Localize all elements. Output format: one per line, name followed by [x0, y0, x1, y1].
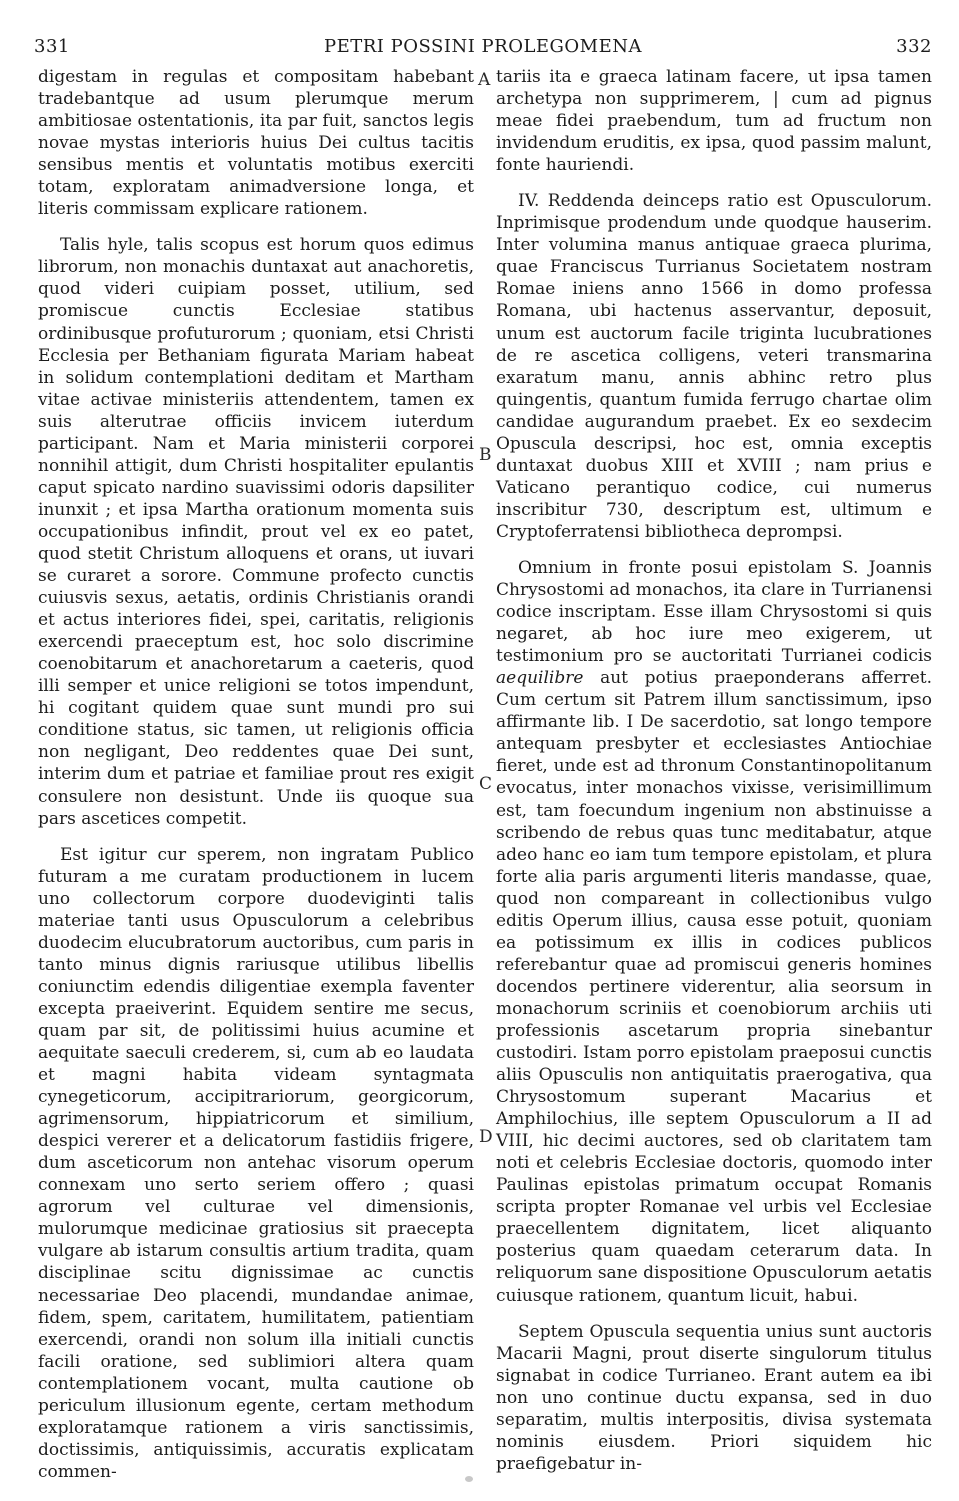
running-title: PETRI POSSINI PROLEGOMENA [323, 36, 643, 57]
right-paragraph-2: IV. Reddenda deinceps ratio est Opusculorum. Inprimisque prodendum unde quodque hauserim. Inter volumina manus antiquae graeca plurima, quae Franciscus Turrianus Societatem nostram Romae iniens anno 1566 in domo professa Romana, ubi hactenus asservantur, deposuit, unum est auctorum facile triginta lucubrationes de re ascetica colligens, veteri transmarina exaratum manu, annis abhinc retro plus quingentis, quantum fumida ferrugo chartae olim candidae augurandum praebet. Ex eo sexdecim Opuscula descripsi, hoc est, omnia exceptis duntaxat duobus XIII et XVIII ; nam prius e Vaticano perantiquo codice, cui numerus inscribitur 730, descriptum est, ultimum e Cryptoferratensi bibliotheca deprompsi. [496, 191, 932, 542]
page-number-right: 332 [896, 36, 932, 57]
right-column [496, 66, 932, 1475]
margin-letter-c: C [479, 774, 493, 794]
page-number-left: 331 [34, 36, 70, 57]
right-paragraph-4: Septem Opuscula sequentia unius sunt auctoris Macarii Magni, prout diserte singulorum titulus signabat in codice Turrianeo. Erant autem ea ibi non uno continue ductu expansa, sed in duo separatim, multis interpositis, divisa systemata nominis eiusdem. Priori siquidem hic praefigebatur in- [496, 1321, 932, 1474]
right-paragraph-3 [496, 557, 932, 1307]
left-paragraph-2: Talis hyle, talis scopus est horum quos edimus librorum, non monachis duntaxat aut anachoretis, quod videri cuipiam posset, utilium, sed promiscue cunctis Ecclesiae statibus ordinibusque profuturorum ; quoniam, etsi Christi Ecclesia per Bethaniam figurata Mariam habeat in solidum contemplationi deditam et Martham vitae activae ministeriis attendentem, tamen ex suis alterutrae officiis invicem iuterdum participant. Nam et Maria ministerii corporei nonnihil attigit, dum Christi hospitaliter epulantis caput spicato nardino suavissimi odoris dapsiliter inunxit ; et ipsa Martha orationum momenta suis occupationibus infindit, prout vel ex eo patet, quod stetit Christum alloquens et orans, ut iuvari se curaret a sorore. Commune profecto cunctis cuiusvis sexus, aetatis, ordinis Christianis orandi et actus interiores fidei, spei, caritatis, religionis exercendi praeceptum est, hoc solo discrimine coenobitarum et anachoretarum a caeteris, quod illi semper et unice religioni se totos impendunt, hi cogitant quidem quae sunt mundi pro sui conditione status, sic tamen, ut religionis officia non negligant, Deo reddentes quae Dei sunt, interim dum et patriae et familiae prout res exigit consulere non desistunt. Unde iis quoque sua pars ascetices competit. [38, 235, 474, 829]
right-paragraph-1: tariis ita e graeca latinam facere, ut ipsa tamen archetypa non supprimerem, | cum ad pignus meae fidei praebendum, tum ad fructum non invidendum eruditis, ex ipsa, quod passim malunt, fonte hauriendi. [496, 67, 932, 176]
right-paragraph-3-text-b: aut potius praeponderans afferret. Cum certum sit Patrem illum sanctissimum, ipso affirmante lib. I De sacerdotio, sat longo tempore antequam presbyter et ecclesiastes Antiochiae fieret, unde est ad thronum Constantinopolitanum evocatus, inter monachos vixisse, verisimillimum est, tam foecundum ingenium non abstinuisse a scribendo de rebus quas tunc meditabatur, atque adeo hanc eo iam tum tempore epistolam, et plura forte alia paris argumenti literis mandasse, quae, quod non compareant in collectionibus vulgo editis Operum illius, causa esse potuit, quoniam ea potissimum ex illis in codices publicos referebantur quae ad promiscui generis homines docendos pertinere viderentur, alia seorsum in monachorum scriniis et coenobiorum archiis uti professionis ascetarum propria sinebantur custodiri. Istam porro epistolam praeposui cunctis aliis Opusculis non antiquitatis praerogativa, qua Chrysostomum superant Macarius et Amphilochius, ille septem Opusculorum a II ad VIII, hic decimi auctores, sed ob claritatem tam noti et celebris Ecclesiae doctoris, quomodo inter Paulinas epistolas primatum occupat Romanis scripta propter Romanae vel urbis vel Ecclesiae praecellentem dignitatem, licet aliquanto posterius quam quaedam ceterarum data. In reliquorum sane dispositione Opusculorum aetatis cuiusque rationem, quantum licuit, habui. [496, 668, 932, 1306]
margin-letter-b: B [479, 445, 492, 465]
left-paragraph-1: digestam in regulas et compositam habebant tradebantque ad usum plerumque merum ambitiosae ostentationis, ita par fuit, sanctos legis novae mystas interioris huius Dei cultus tacitis sensibus mentis et voluntatis motibus exerciti totam, exploratam animadversione longa, et literis commissam explicare rationem. [38, 67, 474, 220]
right-paragraph-3-text-a: Omnium in fronte posui epistolam S. Joannis Chrysostomi ad monachos, ita clare in Turrianensi codice inscriptam. Esse illam Chrysostomi si quis negaret, ab hoc iure meo exigerem, ut testimonium pro se auctoritati Turrianei codicis [496, 557, 933, 667]
italic-term: aequilibre [496, 668, 584, 689]
left-paragraph-3: Est igitur cur sperem, non ingratam Publico futuram a me curatam productionem in lucem uno collectorum corpore duodeviginti talis materiae tanti usus Opusculorum a celebribus duodecim elucubratorum auctoribus, cum paris in tanto minus dignis rariusque utilibus libellis coniunctim edendis diligentiae exempla faventer excepta praeiverint. Equidem sentire me secus, quam par sit, de politissimi huius acumine et aequitate saeculi crederem, si, cum ab eo laudata et magni habita videam syntagmata cynegeticorum, accipitrariorum, georgicorum, agrimensorum, hippiatricorum et similium, despici vererer et a delicatorum fastidiis frigere, dum asceticorum non antehac visorum operum connexam uno serto seriem offero ; quasi agrorum vel culturae vel dimensionis, mulorumque medicinae gratiosius sit praecepta vulgare ab istarum consultis artium tradita, quam disciplinae scitu dignissimae ac cunctis necessariae Deo placendi, mundandae animae, fidem, spem, caritatem, humilitatem, patientiam exercendi, orandi non solum illa initiali cunctis facili oratione, sed sublimiori altera quam contemplationem vocant, multa cautione ob periculum illusionum egente, certam methodum exploratamque rationem a viris sanctissimis, doctissimis, antiquissimis, accuratis explicatam commen- [38, 844, 474, 1482]
margin-letter-d: D [479, 1127, 493, 1147]
left-column [38, 66, 474, 1483]
ink-smudge [465, 1476, 473, 1482]
margin-letter-a: A [478, 70, 491, 90]
page-header [34, 36, 932, 60]
